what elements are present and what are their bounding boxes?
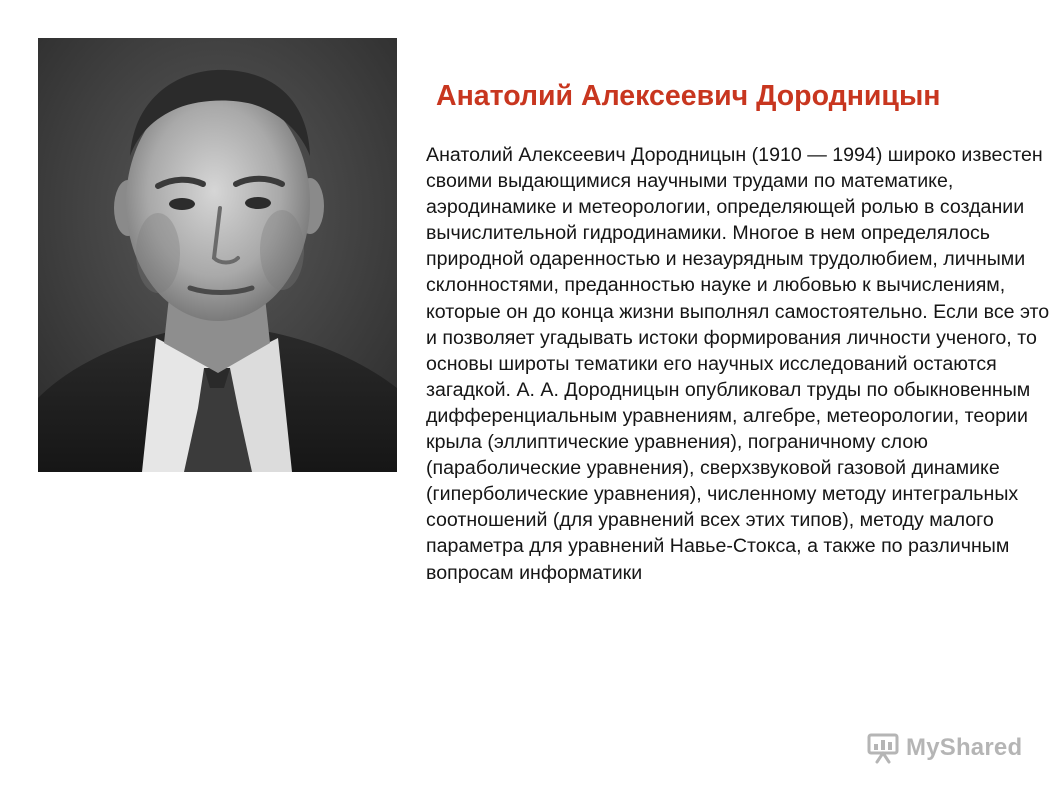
- presentation-board-icon: [866, 732, 900, 764]
- watermark: [866, 730, 1022, 766]
- biography-paragraph: Анатолий Алексеевич Дородницын (1910 — 1994) широко известен своими выдающимися научными трудами по математике, аэродинамике и метеорологии, определяющей ролью в создании вычислительной гидродинамики. Многое в нем определялось природной одаренностью и незаурядным трудолюбием, личными склонностями, преданностью науке и любовью к вычислениям, которые он до конца жизни выполнял самостоятельно. Если все это и позволяет угадывать истоки формирования личности ученого, то основы широты тематики его научных исследований остаются загадкой. А. А. Дородницын опубликовал труды по обыкновенным дифференциальным уравнениям, алгебре, метеорологии, теории крыла (эллиптические уравнения), пограничному слою (параболические уравнения), сверхзвуковой газовой динамике (гиперболические уравнения), численному методу интегральных соотношений (для уравнений всех этих типов), методу малого параметра для уравнений Навье-Стокса, а также по различным вопросам информатики: [426, 144, 1050, 584]
- watermark-brand: MyShared: [906, 734, 1023, 761]
- slide-title: Анатолий Алексеевич Дородницын: [436, 80, 941, 112]
- portrait-illustration: [38, 38, 397, 472]
- portrait-photo: [38, 38, 397, 472]
